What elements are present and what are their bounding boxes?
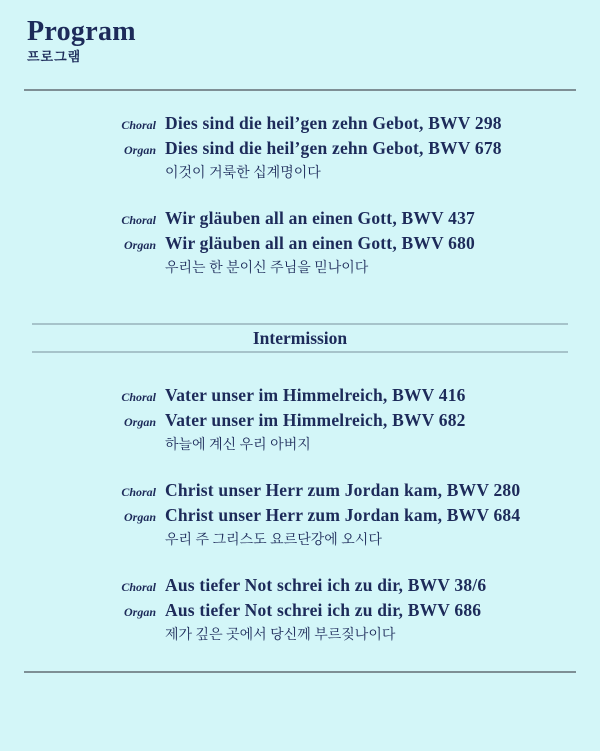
organ-label: Organ <box>123 415 156 429</box>
choral-row <box>0 478 600 503</box>
intermission-section <box>0 323 600 353</box>
piece-title-korean: 우리 주 그리스도 요르단강에 오시다 <box>165 533 382 548</box>
piece-title: Wir gläuben all an einen Gott, BWV 437 <box>165 208 476 228</box>
piece-title: Dies sind die heil’gen zehn Gebot, BWV 298 <box>165 113 502 133</box>
piece-group <box>0 383 600 458</box>
choral-row <box>0 383 600 408</box>
page-title-korean: 프로그램 <box>27 49 82 64</box>
piece-title-korean: 이것이 거룩한 십계명이다 <box>165 166 321 181</box>
piece-group <box>0 478 600 553</box>
organ-row <box>0 598 600 623</box>
piece-title: Christ unser Herr zum Jordan kam, BWV 280 <box>165 480 521 500</box>
choral-label: Choral <box>121 118 156 132</box>
piece-title: Christ unser Herr zum Jordan kam, BWV 684 <box>165 505 521 525</box>
korean-row <box>0 161 600 186</box>
organ-label: Organ <box>123 605 156 619</box>
piece-group <box>0 206 600 281</box>
choral-label: Choral <box>121 580 156 594</box>
choral-label: Choral <box>121 485 156 499</box>
page-header <box>0 0 600 65</box>
organ-row <box>0 231 600 256</box>
korean-row <box>0 623 600 648</box>
divider-top <box>24 89 576 91</box>
piece-title-korean: 우리는 한 분이신 주님을 믿나이다 <box>165 261 369 276</box>
piece-title: Aus tiefer Not schrei ich zu dir, BWV 686 <box>165 600 482 620</box>
organ-label: Organ <box>123 510 156 524</box>
choral-label: Choral <box>121 390 156 404</box>
piece-title: Wir gläuben all an einen Gott, BWV 680 <box>165 233 476 253</box>
piece-title: Dies sind die heil’gen zehn Gebot, BWV 678 <box>165 138 502 158</box>
piece-group <box>0 573 600 648</box>
piece-title: Vater unser im Himmelreich, BWV 416 <box>165 385 466 405</box>
choral-row <box>0 206 600 231</box>
korean-row <box>0 256 600 281</box>
intermission-divider-bottom <box>32 351 568 353</box>
piece-group <box>0 111 600 186</box>
choral-row <box>0 111 600 136</box>
piece-title-korean: 하늘에 계신 우리 아버지 <box>165 438 311 453</box>
program-part-1 <box>0 111 600 281</box>
korean-row <box>0 528 600 553</box>
divider-bottom <box>24 671 576 673</box>
organ-row <box>0 503 600 528</box>
organ-row <box>0 408 600 433</box>
program-part-2 <box>0 383 600 648</box>
piece-title: Aus tiefer Not schrei ich zu dir, BWV 38/6 <box>165 575 487 595</box>
korean-row <box>0 433 600 458</box>
piece-title: Vater unser im Himmelreich, BWV 682 <box>165 410 466 430</box>
organ-label: Organ <box>123 238 156 252</box>
page-title: Program <box>27 16 136 47</box>
organ-row <box>0 136 600 161</box>
piece-title-korean: 제가 깊은 곳에서 당신께 부르짖나이다 <box>165 628 396 643</box>
organ-label: Organ <box>123 143 156 157</box>
choral-label: Choral <box>121 213 156 227</box>
intermission-label: Intermission <box>252 328 348 348</box>
choral-row <box>0 573 600 598</box>
